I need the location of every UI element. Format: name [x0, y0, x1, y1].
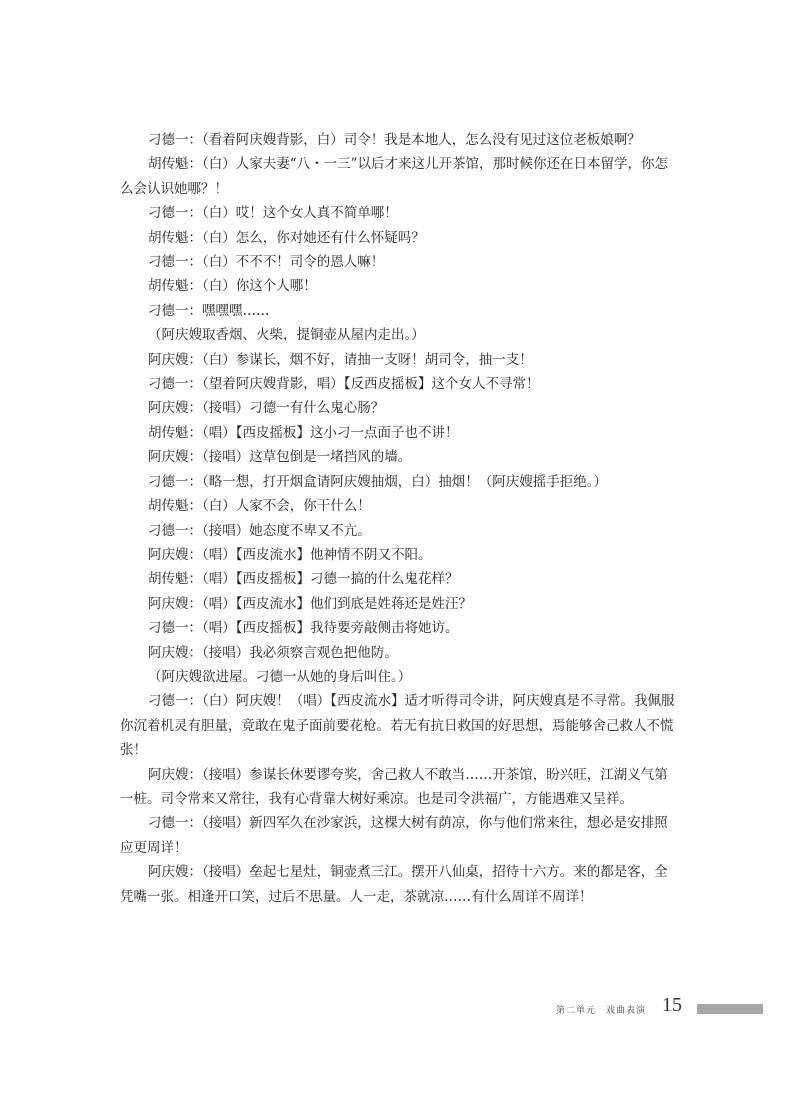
- stage-direction: （阿庆嫂欲进屋。刁德一从她的身后叫住。）: [148, 668, 412, 685]
- paragraph: 刁德一：（白）不不不！司令的恩人嘛！: [148, 254, 385, 271]
- paragraph: 刁德一：（白）哎！这个女人真不简单哪！: [148, 205, 398, 222]
- paragraph: 胡传魁：（白）怎么，你对她还有什么怀疑吗？: [148, 229, 425, 246]
- paragraph: 胡传魁：（白）人家不会，你干什么！: [148, 498, 371, 515]
- paragraph: 刁德一：（望着阿庆嫂背影，唱）【反西皮摇板】这个女人不寻常！: [148, 376, 540, 393]
- stage-direction: （阿庆嫂取香烟、火柴，提铜壶从屋内走出。）: [148, 327, 425, 344]
- paragraph: 胡传魁：（白）人家夫妻“八・一三”以后才来这儿开茶馆，那时候你还在日本留学，你怎么会认识她哪？！: [120, 156, 669, 197]
- paragraph: 刁德一：（接唱）新四军久在沙家浜，这棵大树有荫凉，你与他们常来往，想必是安排照应更周详！: [120, 815, 668, 856]
- paragraph: 阿庆嫂：（接唱）刁德一有什么鬼心肠？: [148, 400, 385, 417]
- page-number: 15: [662, 994, 682, 1016]
- paragraph: 阿庆嫂：（白）参谋长，烟不好，请抽一支呀！胡司令，抽一支！: [148, 351, 533, 368]
- paragraph: 阿庆嫂：（接唱）这草包倒是一堵挡风的墙。: [148, 449, 412, 466]
- paragraph: 刁德一：嘿嘿嘿……: [148, 302, 270, 319]
- page-footer: [0, 994, 800, 1024]
- paragraph: 阿庆嫂：（接唱）我必须察言观色把他防。: [148, 644, 398, 661]
- paragraph: 刁德一：（略一想，打开烟盒请阿庆嫂抽烟，白）抽烟！（阿庆嫂摇手拒绝。）: [148, 473, 607, 490]
- paragraph: 胡传魁：（白）你这个人哪！: [148, 278, 317, 295]
- section-label: 第二单元 戏曲表演: [556, 1006, 647, 1016]
- paragraph: 刁德一：（接唱）她态度不卑又不亢。: [148, 522, 371, 539]
- paragraph: 刁德一：（白）阿庆嫂！（唱）【西皮流水】适才听得司令讲，阿庆嫂真是不寻常。我佩服你沉着机灵有胆量，竟敢在鬼子面前要花枪。若无有抗日救国的好思想，焉能够舍己救人不慌张！: [120, 693, 675, 759]
- paragraph: 阿庆嫂：（唱）【西皮流水】他神情不阴又不阳。: [148, 546, 432, 563]
- paragraph: 阿庆嫂：（接唱）参谋长休要谬夸奖，舍己救人不敢当……开茶馆，盼兴旺，江湖义气第一桩。司令常来又常往，我有心背靠大树好乘凉。也是司令洪福广，方能遇难又呈祥。: [120, 766, 668, 807]
- paragraph: 刁德一：（唱）【西皮摇板】我待要旁敲侧击将她访。: [148, 620, 459, 637]
- page-body: [120, 128, 680, 909]
- paragraph: 阿庆嫂：（唱）【西皮流水】他们到底是姓蒋还是姓汪？: [148, 595, 472, 612]
- paragraph: 刁德一：（看着阿庆嫂背影，白）司令！我是本地人，怎么没有见过这位老板娘啊？: [148, 132, 641, 148]
- paragraph: 阿庆嫂：（接唱）垒起七星灶，铜壶煮三江。摆开八仙桌，招待十六方。来的都是客，全凭嘴一张。相逢开口笑，过后不思量。人一走，茶就凉……有什么周详不周详！: [120, 864, 668, 905]
- paragraph: 胡传魁：（唱）【西皮摇板】刁德一搞的什么鬼花样？: [148, 571, 459, 588]
- footer-decorative-bar: [697, 1004, 763, 1014]
- paragraph: 胡传魁：（唱）【西皮摇板】这小刁一点面子也不讲！: [148, 424, 459, 441]
